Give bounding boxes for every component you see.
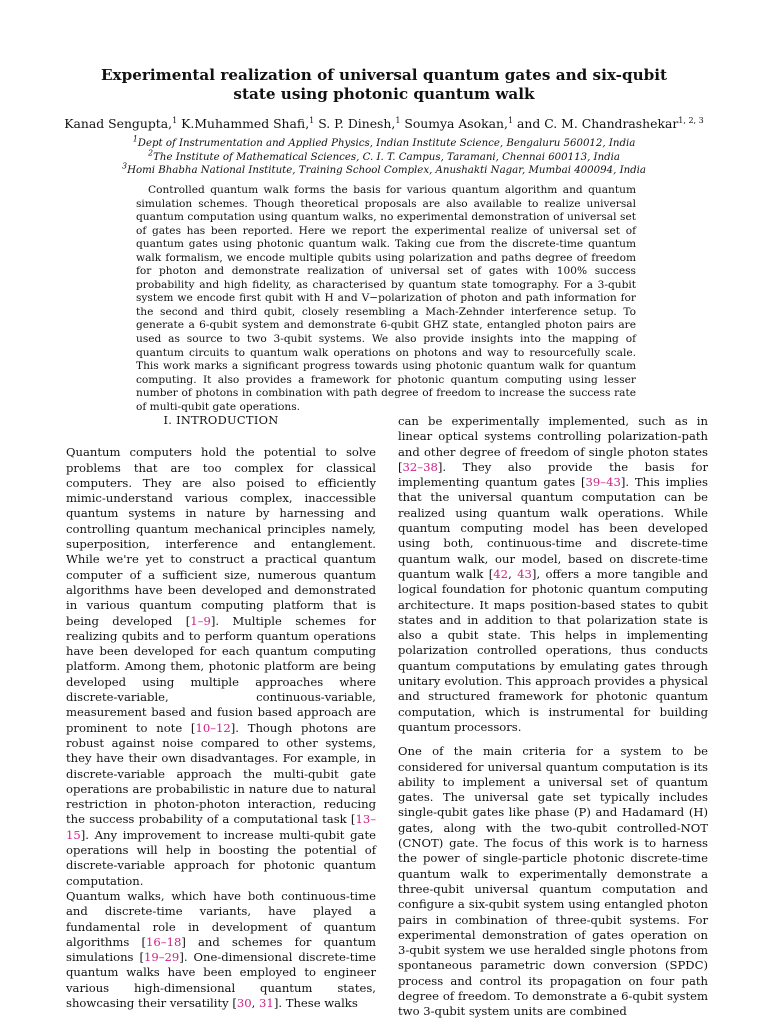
- author: S. P. Dinesh,$^1$: [318, 115, 401, 131]
- paragraph-text: ], offers a more tangible and logical foundation for photonic quantum computing architecture. It maps position-based states to qubit states and in addition to that polarization state is also a qubit state. This helps in implementing polarization controlled operations, thus conducts quantum computations by emulating gates through unitary evolution. This approach provides a physical and structured framework for photonic quantum computation, which is instrumental for building quantum processors.: [398, 566, 708, 734]
- citation-link[interactable]: 13–15: [66, 812, 376, 842]
- paragraph: [398, 744, 708, 1019]
- author-list: [40, 116, 728, 132]
- paragraph-text: ]. They also provide the basis for implementing quantum gates [: [398, 459, 708, 490]
- paragraph-text: ]. Though photons are robust against noise compared to other systems, they have their own disadvantages. For example, in discrete-variable approach the multi-qubit gate operations are probabilistic in nature due to natural restriction in photon-photon interaction, reducing the success probability of a computational task [: [66, 720, 376, 827]
- affiliation: $^3$Homi Bhabha National Institute, Training School Complex, Anushakti Nagar, Mumbai 400094, India: [121, 161, 647, 176]
- paragraph-text: ]. These walks: [273, 995, 358, 1010]
- author: K.Muhammed Shafi,$^1$: [181, 115, 315, 131]
- affiliation: $^2$The Institute of Mathematical Sciences, C. I. T. Campus, Taramani, Chennai 600113, India: [148, 148, 620, 163]
- paragraph-text: Quantum walks, which have both continuous-time and discrete-time variants, have played a fundamental role in development of quantum algorithms [: [66, 888, 376, 949]
- left-column: [66, 410, 376, 1011]
- citation-link[interactable]: 30: [236, 995, 252, 1010]
- paragraph-text: can be experimentally implemented, such as in linear optical systems controlling polarization-path and other degree of freedom of single photon states [: [398, 414, 708, 474]
- paragraph: [66, 889, 376, 1011]
- paragraph-text: ] and schemes for quantum simulations [: [66, 934, 376, 965]
- author: Soumya Asokan,$^1$: [404, 115, 514, 131]
- citation-link[interactable]: 39–43: [585, 475, 621, 490]
- citation-link[interactable]: 32–38: [402, 459, 438, 474]
- section-heading: I. INTRODUCTION: [163, 413, 279, 427]
- citation-link[interactable]: 10–12: [195, 720, 231, 735]
- citation-link[interactable]: 16–18: [146, 934, 182, 949]
- right-column: [398, 414, 708, 1020]
- paragraph-text: ]. Any improvement to increase multi-qubit gate operations will help in boosting the potential of discrete-variable approach for photonic quantum computation.: [66, 827, 376, 888]
- paragraph-text: One of the main criteria for a system to be considered for universal quantum computation is its ability to implement a universal set of quantum gates. The universal gate set typically includes single-qubit gates like phase (P) and Hadamard (H) gates, along with the two-qubit controlled-NOT (CNOT) gate. The focus of this work is to harness the power of single-particle photonic discrete-time quantum walk to experimentally demonstrate a three-qubit universal quantum computation and configure a six-qubit system using entangled photon pairs in combination of three-qubit systems. For experimental demonstration of gates operation on 3-qubit system we use heralded single photons from spontaneous parametric down conversion (SPDC) process and control its propagation on four path degree of freedom. To demonstrate a 6-qubit system two 3-qubit system units are combined: [398, 744, 708, 1019]
- citation-link[interactable]: 42: [493, 566, 509, 581]
- citation-link[interactable]: 31: [259, 995, 274, 1010]
- paragraph-text: ,: [251, 995, 260, 1010]
- paragraph-text: ]. One-dimensional discrete-time quantum walks have been employed to engineer various high-dimensional quantum states, showcasing their versatility [: [66, 950, 377, 1010]
- paragraph-text: Quantum computers hold the potential to solve problems that are too complex for classical computers. They are also poised to efficiently mimic-understand various complex, inaccessible quantum systems in nature by harnessing and controlling quantum mechanical principles namely, superposition, interference and entanglement. While we're yet to construct a practical quantum computer of a sufficient size, numerous quantum algorithms have been developed and demonstrated in various quantum computing platform that is being developed [: [66, 445, 376, 628]
- left-column-body: [66, 445, 376, 1011]
- citation-link[interactable]: 43: [517, 566, 532, 581]
- author: Kanad Sengupta,$^1$: [64, 115, 178, 131]
- paragraph-text: ]. Multiple schemes for realizing qubits and to perform quantum operations have been developed for each quantum computing platform. Among them, photonic platform are being developed using multiple approaches where discrete-variable, continuous-variable, measurement based and fusion based approach are prominent to note [: [66, 613, 376, 735]
- paragraph: [66, 445, 376, 889]
- right-column-body: [398, 414, 708, 1020]
- paragraph-text: ]. This implies that the universal quantum computation can be realized using quantum walk operations. While quantum computing model has been developed using both, continuous-time and discrete-time quantum walk, our model, based on discrete-time quantum walk [: [398, 475, 708, 581]
- paragraph-gap: [398, 735, 708, 744]
- paragraph: [398, 414, 708, 735]
- author: and C. M. Chandrashekar$^{1, 2, 3}$: [517, 115, 704, 131]
- citation-link[interactable]: 1–9: [190, 613, 211, 628]
- citation-link[interactable]: 19–29: [144, 950, 180, 965]
- affiliation: $^1$Dept of Instrumentation and Applied Physics, Indian Institute Science, Bengaluru 560012, India: [132, 134, 636, 149]
- paper-title: Experimental realization of universal quantum gates and six-qubit state using photonic quantum walk: [100, 66, 668, 103]
- abstract: Controlled quantum walk forms the basis for various quantum algorithm and quantum simulation schemes. Though theoretical proposals are also available to realize universal quantum computation using quantum walks, no experimental demonstration of universal set of gates has been reported. Here we report the experimental realize of universal set of quantum gates using photonic quantum walk. Taking cue from the discrete-time quantum walk formalism, we encode multiple qubits using polarization and paths degree of freedom for photon and demonstrate realization of universal set of gates with 100% success probability and high fidelity, as characterised by quantum state tomography. For a 3-qubit system we encode first qubit with H and V−polarization of photon and path information for the second and third qubit, closely resembling a Mach-Zehnder interference setup. To generate a 6-qubit system and demonstrate 6-qubit GHZ state, entangled photon pairs are used as source to two 3-qubit systems. We also provide insights into the mapping of quantum circuits to quantum walk operations on photons and way to resourcefully scale. This work marks a significant progress towards using photonic quantum walk for quantum computing. It also provides a framework for photonic quantum computing using lesser number of photons in combination with path degree of freedom to increase the success rate of multi-qubit gate operations.: [136, 184, 636, 413]
- paragraph-text: ,: [508, 566, 518, 581]
- affiliation-list: [60, 134, 708, 178]
